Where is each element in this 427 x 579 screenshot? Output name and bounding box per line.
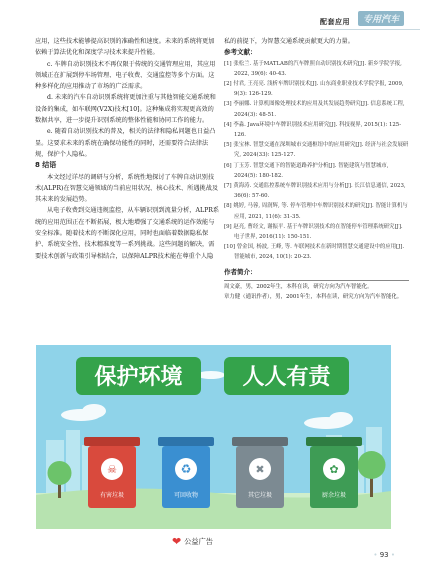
bin-label: 厨余垃圾 <box>321 492 347 499</box>
ad-label: 公益广告 <box>184 537 213 546</box>
paragraph: 应用，这些技术能够提高识别的准确性和速度。未来的系统将更加依赖于算法优化和深度学习技术来提升性能。 <box>35 38 215 57</box>
reference-item: [9] 赵亮, 曹经文, 谢振平. 基于车牌识别技术的在智能停车管理系统研究[J]. 电子世界, 2016(11): 150-151. <box>224 223 403 241</box>
dot-icon: • <box>373 551 380 559</box>
bin-label: 可回收物 <box>173 492 199 499</box>
author-divider <box>224 280 409 281</box>
svg-text:✿: ✿ <box>329 463 339 476</box>
author-info <box>224 267 409 302</box>
paragraph: 本文经过详尽的调研与分析，系统性地探讨了车牌自动识别技术(ALPR)在智慧交通领域的当前应用状况、核心技术、所遇挑战及其未来的发展趋势。 <box>35 173 219 204</box>
bin-hazardous <box>84 437 140 508</box>
author-bio: 章力健（通讯作者），男，2001年生，本科在读，研究方向为汽车智能化。 <box>224 293 403 300</box>
paragraph: c. 车牌自动识别技术不再仅限于传统的交通管理应用，其应用领域正在扩展到停车场管理、电子收费、交通监控等多个方面。这种多样化的应用推动了市场的广泛需求。 <box>35 60 216 91</box>
reference-item: [4] 李淼. Java环境中车牌识别技术应用研究[J]. 科技视界, 2015(1): 125-126. <box>224 121 402 139</box>
reference-item: [8] 姚婷, 马蓉, 周润辉, 等. 停车管理中车牌识别技术的研究[J]. 智能计算机与应用, 2021, 11(6): 31-35. <box>224 203 408 220</box>
reference-item: [1] 张松兰. 基于MATLAB的汽车牌照自动识别技术研究[J]. 新乡学院学报, 2022, 39(6): 40-43. <box>224 60 402 77</box>
section-label: 配套应用 <box>320 18 350 26</box>
ad-logo <box>172 535 213 548</box>
author-title: 作者简介： <box>224 267 257 276</box>
right-column <box>224 36 409 302</box>
section-title: 8 结语 <box>35 161 57 170</box>
reference-item: [7] 黄海涛. 交通监控系统车牌识别技术应用与分析[J]. 长江信息通信, 2023, 36(6): 57-60. <box>224 183 406 200</box>
paragraph: 私的前提下，为智慧交通系统贡献更大的力量。 <box>224 38 354 45</box>
paragraph: e. 随着自动识别技术的普及，相关的法律和隐私问题也日益凸显。这要求未来的系统在确保功能性的同时，还需要符合法律法规，保护个人隐私。 <box>35 128 216 158</box>
reference-item: [6] 丁玉芳. 智慧交通下的智能道路养护分析[J]. 智能建筑与智慧城市, 2024(5): 180-182. <box>224 162 389 179</box>
bin-kitchen <box>306 437 362 508</box>
page-number-value: 93 <box>379 551 389 559</box>
svg-text:☠: ☠ <box>107 463 117 476</box>
author-bio: 周文豪，男，2002年生，本科在读，研究方向为汽车智能化。 <box>224 283 373 290</box>
bin-recyclable <box>158 437 214 508</box>
paragraph: 从电子收费到交通违规监控，从车辆识别到流量分析，ALPR系统的应用范围正在不断拓展，极大地增强了交通系统的运作效能与安全标准。随着技术的不断深化应用，同时也面临着数据隐私保护、系统安全性、技术精准度等一系列挑战。这些问题的解决，需要技术创新与政策引导相结合，以保障ALPR技术能在尊重个人隐 <box>35 207 220 260</box>
svg-text:✖: ✖ <box>255 463 265 476</box>
bin-label: 有害垃圾 <box>99 492 125 499</box>
left-column <box>35 36 220 262</box>
reference-item: [10] 曾金国, 杨波, 王峰, 等. 车联网技术在新时期智慧交通建设中的应用[J]. 智能城市, 2024, 10(1): 20-23. <box>224 244 405 261</box>
poster-illustration <box>36 345 391 529</box>
public-service-poster <box>36 345 391 529</box>
references-title: 参考文献： <box>224 48 257 57</box>
slogan-left: 保护环境 <box>94 365 183 390</box>
running-header <box>320 8 420 30</box>
paragraph: d. 未来的汽车自动识别系统将更加注重与其他智能交通系统和设备的集成，如车联网(V2X)技术[10]。这种集成将实现更高效的数据共享，进一步提升识别系统的整体性能和协同工作的能力。 <box>35 94 216 125</box>
heart-icon: ❤ <box>172 535 182 548</box>
page-number <box>373 551 395 559</box>
reference-item: [2] 付君, 王亮亮. 浅析车牌识别技术[J]. 山东商业职业技术学院学报, 2009, 9(3): 126-129. <box>224 81 404 98</box>
slogan-right: 人人有责 <box>242 365 331 390</box>
bin-other <box>232 437 288 508</box>
bin-label: 其它垃圾 <box>247 492 273 499</box>
header-rule <box>320 29 420 30</box>
dot-icon: • <box>388 551 395 559</box>
reference-item: [3] 李丽娜. 计算机图像处理技术的应用及其发展趋势研究[J]. 信息系统工程, 2024(3): 48-51. <box>224 101 405 118</box>
reference-item: [5] 张宝林. 智慧交通在深圳城市交通枢纽中的应用研究[J]. 经济与社会发展研究, 2024(33): 125-127. <box>224 142 409 159</box>
svg-text:♻: ♻ <box>180 462 192 476</box>
journal-logo: 专用汽车 <box>358 11 404 26</box>
